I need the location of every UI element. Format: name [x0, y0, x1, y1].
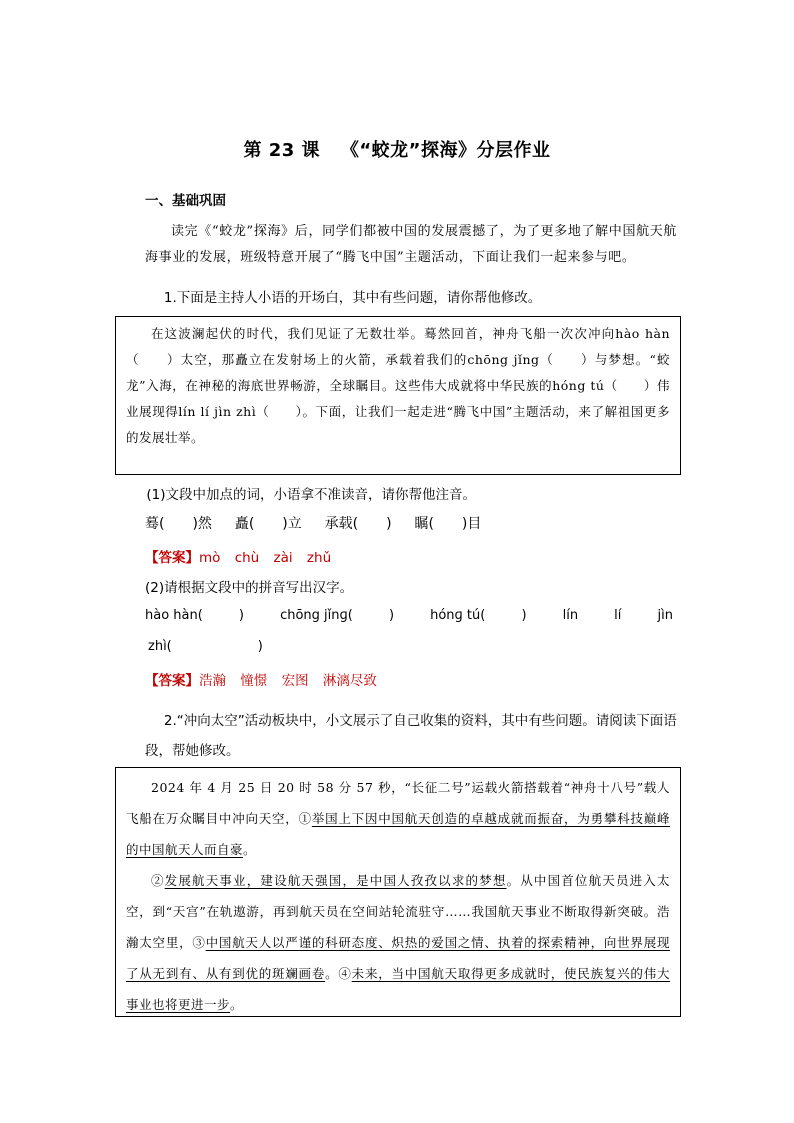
passage-box-2 [115, 767, 681, 1017]
passage-2-para-1 [126, 772, 670, 865]
answer-value: 浩瀚 憧憬 宏图 淋漓尽致 [199, 673, 377, 689]
plain-text: 。 [243, 842, 257, 857]
page-title [0, 136, 794, 162]
pronunciation-items: 蓦( )然 矗( )立 承载( ) 瞩( )目 [145, 516, 482, 532]
passage-box-1 [115, 316, 681, 475]
answer-tag: 【答案】 [145, 550, 199, 566]
intro-paragraph: 读完《“蛟龙”探海》后，同学们都被中国的发展震撼了，为了更多地了解中国航天航海事业的发展，班级特意开展了“腾飞中国”主题活动，下面让我们一起来参与吧。 [145, 224, 677, 265]
pinyin-items [145, 608, 673, 654]
passage-1-text: 在这波澜起伏的时代，我们见证了无数壮举。蓦然回首，神舟飞船一次次冲向hào hàn（ ）太空，那矗立在发射场上的火箭，承载着我们的chōng jǐng（ ）与梦想。“蛟龙”入海，在神秘的海底世界畅游，全球瞩目。这些伟大成就将中华民族的hóng tú（ ）伟业展现得lín lí jìn zhì（ ）。下面，让我们一起走进“腾飞中国”主题活动，来了解祖国更多的发展壮举。 [126, 326, 670, 445]
underlined-sentence-2: 发展航天事业，建设航天强国，是中国人孜孜以求的梦想 [164, 873, 507, 888]
underlined-sentence-3: 中国航天人以严谨的科研态度、炽热的爱国之情、执着的探索精神，向世界展现了从无到有、从有到优的斑斓画卷 [126, 935, 670, 981]
lesson-name: 《“蛟龙”探海》分层作业 [340, 140, 551, 161]
underlined-sentence-4: 未来，当中国航天取得更多成就时，使民族复兴的伟大事业也将更进一步 [126, 966, 670, 1012]
pinyin-blank-close: ) [257, 639, 263, 654]
passage-2-para-2 [126, 865, 670, 1020]
question-2-prompt: 2.“冲向太空”活动板块中，小文展示了自己收集的资料，其中有些问题。请阅读下面语段，帮她修改。 [145, 713, 677, 759]
plain-text: 。 [230, 997, 244, 1012]
pinyin-item: hónɡ tú( [430, 608, 486, 623]
pinyin-blank-close: ) [521, 608, 527, 623]
subquestion-2: (2)请根据文段中的拼音写出汉字。 [145, 580, 354, 596]
answer-tag: 【答案】 [145, 673, 199, 689]
answer-1 [145, 546, 331, 566]
pinyin-item: lí [614, 608, 622, 623]
pinyin-item: hào hàn( [145, 608, 203, 623]
pinyin-blank-close: ) [388, 608, 395, 623]
plain-text: 。④ [325, 966, 352, 981]
pinyin-item: chōng jǐnɡ( [280, 608, 353, 623]
question-1-prompt: 1.下面是主持人小语的开场白，其中有些问题，请你帮他修改。 [163, 290, 542, 306]
section-heading: 一、基础巩固 [145, 193, 226, 209]
pinyin-blank-close: ) [238, 608, 244, 623]
pinyin-item: zhì( [148, 639, 172, 654]
pinyin-item: jìn [657, 608, 673, 623]
pinyin-row-2 [148, 639, 673, 654]
plain-text: ② [151, 873, 165, 888]
pinyin-row-1 [145, 608, 673, 628]
answer-value: mò chù zài zhǔ [199, 550, 332, 566]
underlined-sentence-1: 举国上下因中国航天创造的卓越成就而振奋，为勇攀科技巅峰的中国航天人而自豪 [126, 811, 670, 857]
lesson-number: 第 23 课 [243, 140, 321, 161]
pinyin-item: lín [562, 608, 579, 623]
plain-text: 。从中国首位航天员进入太空，到“天宫”在轨遨游，再到航天员在空间站轮流驻守……我国航天事业不断取得新突破。浩瀚太空里，③ [126, 873, 670, 950]
plain-text: 2024 年 4 月 25 日 20 时 58 分 57 秒，“长征二号”运载火箭搭载着“神舟十八号”载人飞船在万众瞩目中冲向天空，① [126, 780, 670, 826]
answer-2 [145, 669, 377, 689]
subquestion-1: (1)文段中加点的词，小语拿不准读音，请你帮他注音。 [146, 487, 476, 503]
